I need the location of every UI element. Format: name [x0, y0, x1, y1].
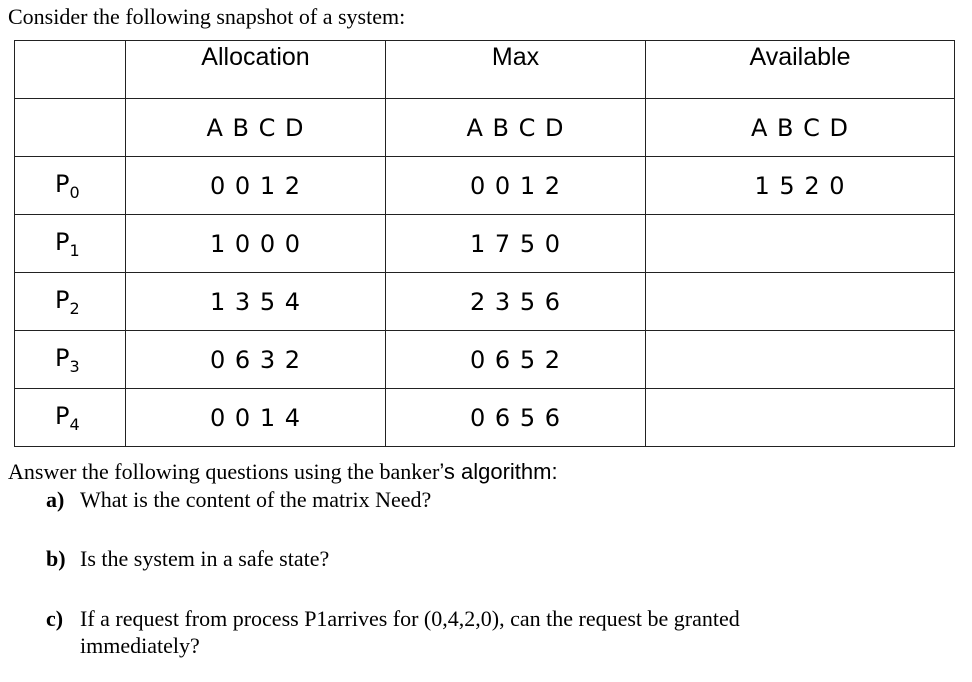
table-header-row	[15, 41, 955, 99]
table-row	[15, 215, 955, 273]
question-b	[46, 545, 329, 572]
max-cell: 0 6 5 6	[386, 389, 646, 447]
header-available: Available	[646, 41, 955, 99]
process-label: $P_1$	[15, 215, 126, 273]
max-cell: 0 6 5 2	[386, 331, 646, 389]
question-b-mark: b)	[46, 546, 66, 571]
allocation-cell: 0 6 3 2	[126, 331, 386, 389]
resource-letters-row	[15, 99, 955, 157]
question-a-text: What is the content of the matrix Need?	[80, 487, 432, 512]
letters-available: A B C D	[646, 99, 955, 157]
available-cell	[646, 331, 955, 389]
snapshot-table	[14, 40, 955, 447]
header-max: Max	[386, 41, 646, 99]
header-allocation: Allocation	[126, 41, 386, 99]
letters-max: A B C D	[386, 99, 646, 157]
available-cell	[646, 215, 955, 273]
question-c-text: If a request from process P1arrives for (0,4,2,0), can the request be granted	[80, 606, 740, 631]
process-label: $P_3$	[15, 331, 126, 389]
allocation-cell: 0 0 1 2	[126, 157, 386, 215]
allocation-cell: 0 0 1 4	[126, 389, 386, 447]
intro-text: Consider the following snapshot of a system:	[8, 4, 406, 29]
table-row	[15, 331, 955, 389]
table-row	[15, 389, 955, 447]
process-label: $P_0$	[15, 157, 126, 215]
max-cell: 2 3 5 6	[386, 273, 646, 331]
table-row	[15, 157, 955, 215]
question-c	[46, 605, 740, 659]
available-cell: 1 5 2 0	[646, 157, 955, 215]
header-empty	[15, 41, 126, 99]
questions-heading-tail: ’s algorithm:	[439, 459, 558, 484]
table-row	[15, 273, 955, 331]
question-a	[46, 486, 431, 513]
letters-allocation: A B C D	[126, 99, 386, 157]
question-a-mark: a)	[46, 487, 65, 512]
questions-heading-text: Answer the following questions using the banker	[8, 459, 440, 484]
question-c-body	[80, 605, 740, 659]
allocation-cell: 1 3 5 4	[126, 273, 386, 331]
max-cell: 0 0 1 2	[386, 157, 646, 215]
letters-empty	[15, 99, 126, 157]
process-label: $P_4$	[15, 389, 126, 447]
available-cell	[646, 273, 955, 331]
questions-heading	[8, 458, 558, 485]
question-b-text: Is the system in a safe state?	[80, 546, 330, 571]
question-c-text-line2: immediately?	[80, 633, 200, 658]
process-label: $P_2$	[15, 273, 126, 331]
question-c-mark: c)	[46, 606, 64, 631]
available-cell	[646, 389, 955, 447]
allocation-cell: 1 0 0 0	[126, 215, 386, 273]
max-cell: 1 7 5 0	[386, 215, 646, 273]
